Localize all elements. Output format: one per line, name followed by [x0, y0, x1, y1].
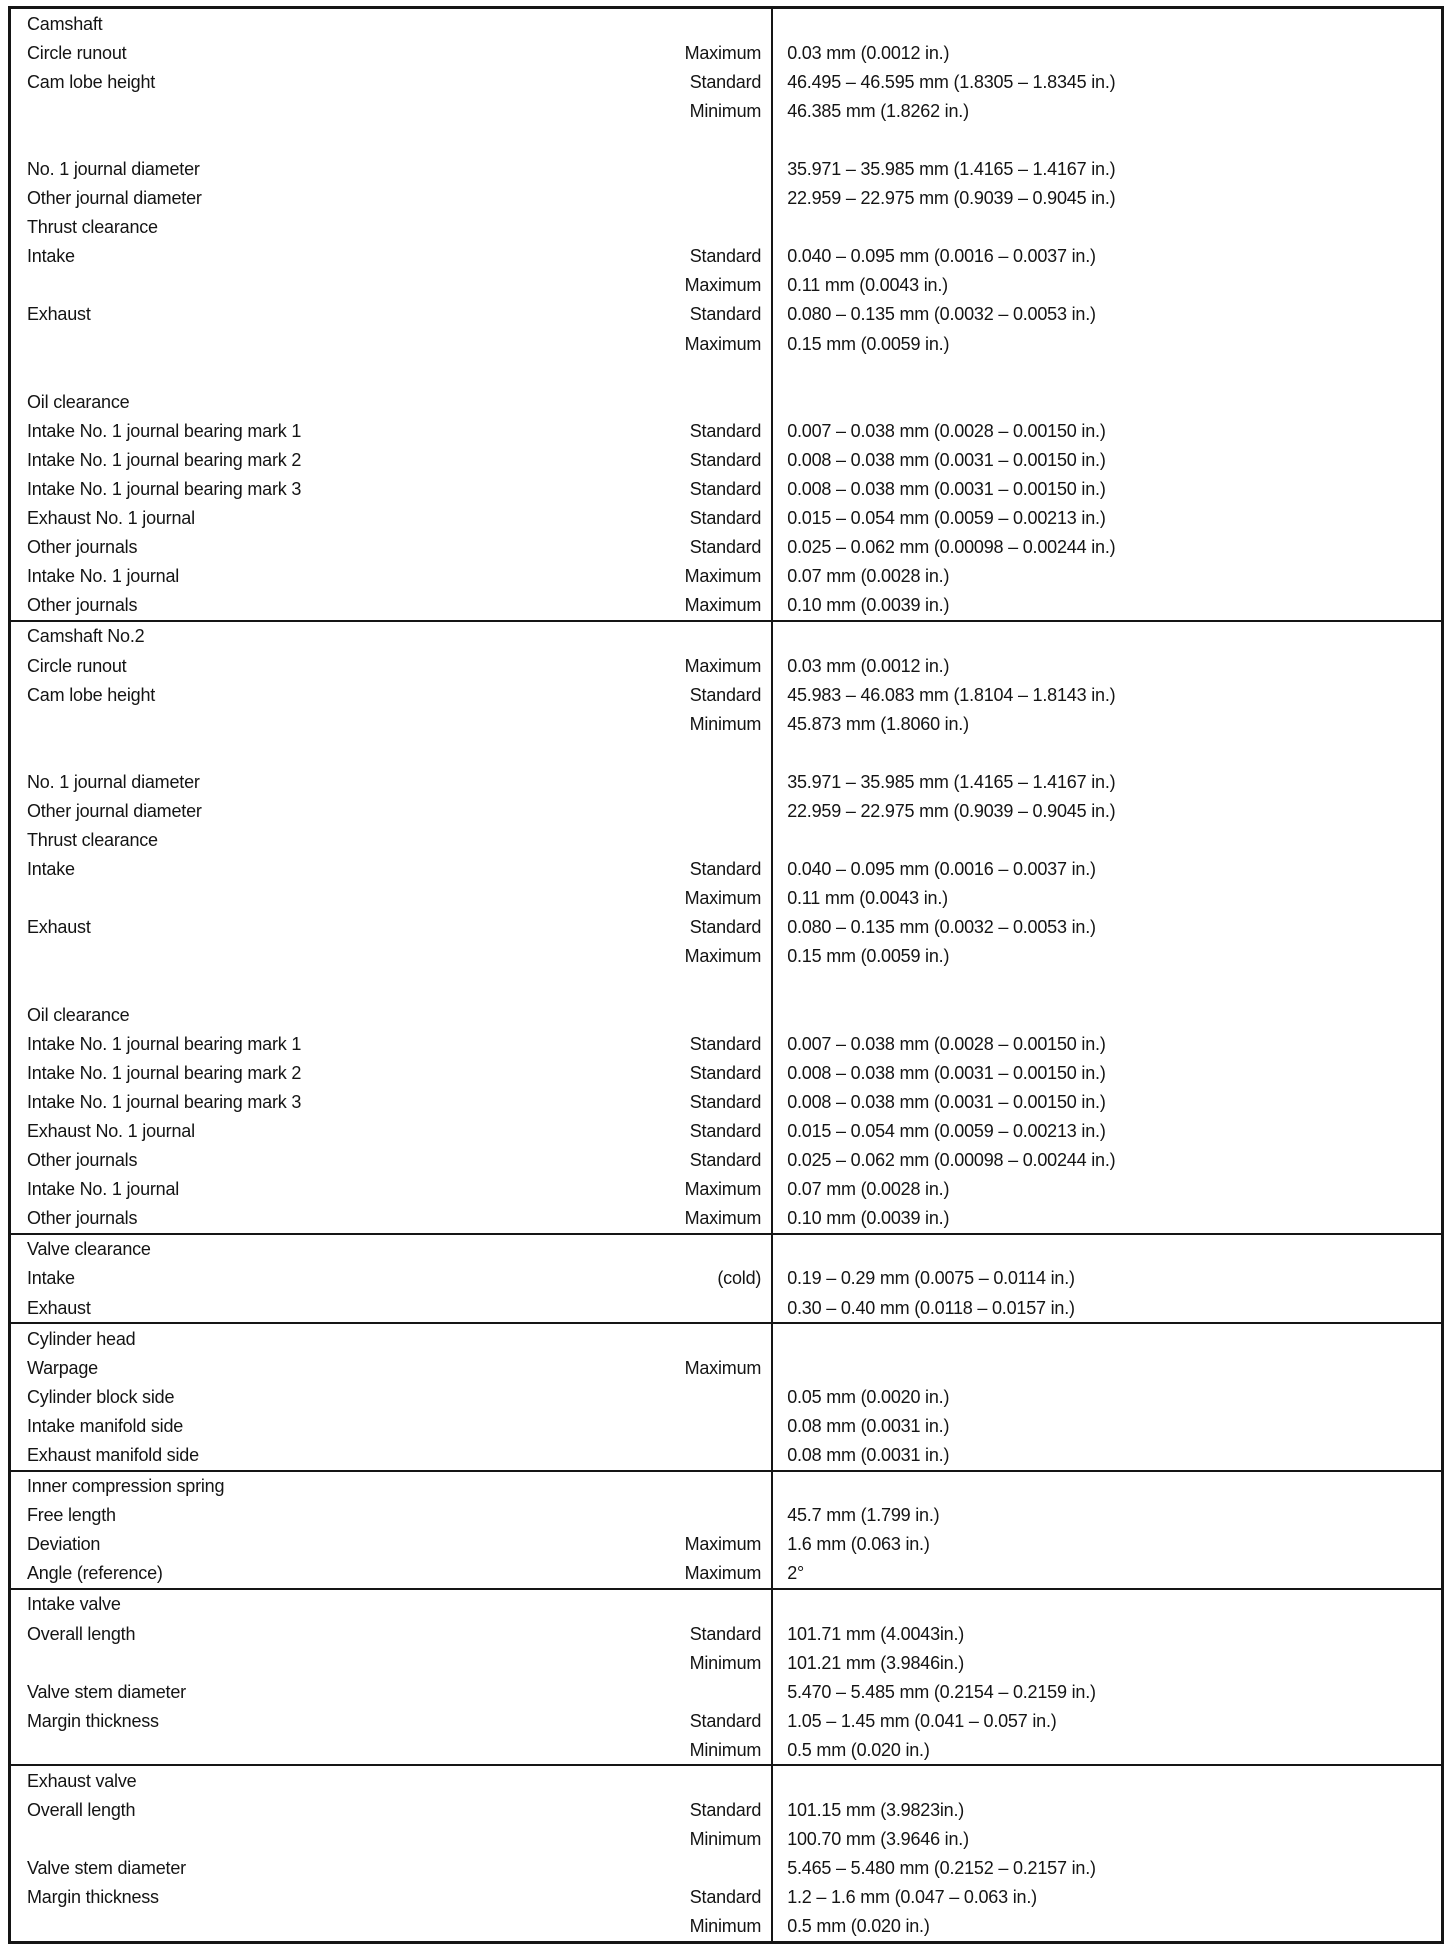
spec-row	[11, 475, 1441, 504]
condition-label: Standard	[689, 917, 762, 938]
item-label: Cam lobe height	[27, 71, 156, 92]
spec-row	[11, 1854, 1441, 1883]
section-title-row	[11, 1472, 1441, 1501]
section-title-row	[11, 1324, 1441, 1353]
item-cell	[11, 1324, 773, 1353]
item-cell	[11, 796, 773, 825]
spec-row	[11, 1706, 1441, 1735]
spec-value: 46.385 mm (1.8262 in.)	[787, 100, 969, 121]
spec-section	[11, 620, 1441, 1233]
spec-row	[11, 826, 1441, 855]
item-cell	[11, 1706, 773, 1735]
spec-value: 1.2 – 1.6 mm (0.047 – 0.063 in.)	[787, 1887, 1037, 1908]
spec-value: 0.10 mm (0.0039 in.)	[787, 595, 950, 616]
item-cell	[11, 1648, 773, 1677]
condition-label: Standard	[689, 479, 762, 500]
spec-row	[11, 855, 1441, 884]
item-label: Intake	[27, 246, 75, 267]
item-label: Intake	[27, 1268, 75, 1289]
spec-row	[11, 1530, 1441, 1559]
item-label: Intake No. 1 journal bearing mark 2	[27, 449, 302, 470]
item-cell	[11, 96, 773, 125]
spec-row	[11, 184, 1441, 213]
spec-value: 1.05 – 1.45 mm (0.041 – 0.057 in.)	[787, 1710, 1057, 1731]
spec-row	[11, 1146, 1441, 1175]
item-label: Oil clearance	[27, 391, 130, 412]
spec-value: 5.465 – 5.480 mm (0.2152 – 0.2157 in.)	[787, 1858, 1096, 1879]
item-cell	[11, 1735, 773, 1764]
item-label: Thrust clearance	[27, 830, 158, 851]
item-cell	[11, 680, 773, 709]
spec-row	[11, 504, 1441, 533]
spec-value: 2°	[787, 1563, 804, 1584]
spec-value: 35.971 – 35.985 mm (1.4165 – 1.4167 in.)	[787, 771, 1116, 792]
item-cell	[11, 67, 773, 96]
spec-row	[11, 1175, 1441, 1204]
spec-value: 46.495 – 46.595 mm (1.8305 – 1.8345 in.)	[787, 71, 1116, 92]
item-cell	[11, 1235, 773, 1264]
item-label: Valve stem diameter	[27, 1681, 186, 1702]
condition-label: Standard	[689, 71, 762, 92]
condition-label: Maximum	[684, 566, 762, 587]
item-label: Exhaust No. 1 journal	[27, 508, 195, 529]
item-cell	[11, 1029, 773, 1058]
spec-value: 0.008 – 0.038 mm (0.0031 – 0.00150 in.)	[787, 449, 1106, 470]
section-title-row	[11, 1766, 1441, 1795]
spec-row	[11, 651, 1441, 680]
spec-value: 0.040 – 0.095 mm (0.0016 – 0.0037 in.)	[787, 859, 1096, 880]
item-cell	[11, 1530, 773, 1559]
section-title: Exhaust valve	[27, 1770, 137, 1791]
item-label: Intake No. 1 journal bearing mark 1	[27, 1033, 302, 1054]
item-label: No. 1 journal diameter	[27, 159, 200, 180]
item-label: Intake	[27, 859, 75, 880]
item-cell	[11, 651, 773, 680]
spec-value: 0.008 – 0.038 mm (0.0031 – 0.00150 in.)	[787, 479, 1106, 500]
item-label: Exhaust	[27, 917, 91, 938]
item-label: Overall length	[27, 1800, 136, 1821]
spec-row	[11, 1087, 1441, 1116]
spec-row	[11, 1735, 1441, 1764]
item-cell	[11, 622, 773, 651]
spec-row	[11, 913, 1441, 942]
spec-value: 0.008 – 0.038 mm (0.0031 – 0.00150 in.)	[787, 1062, 1106, 1083]
item-label: Other journals	[27, 1150, 138, 1171]
spec-value: 0.08 mm (0.0031 in.)	[787, 1415, 950, 1436]
section-title-row	[11, 622, 1441, 651]
spec-row	[11, 271, 1441, 300]
condition-label: Standard	[689, 1062, 762, 1083]
item-label: Circle runout	[27, 42, 127, 63]
condition-label: (cold)	[717, 1268, 762, 1289]
item-cell	[11, 971, 773, 1000]
item-cell	[11, 1677, 773, 1706]
item-label: Intake No. 1 journal	[27, 566, 180, 587]
item-cell	[11, 1590, 773, 1619]
spec-row	[11, 38, 1441, 67]
item-label: No. 1 journal diameter	[27, 771, 200, 792]
spec-section	[11, 1233, 1441, 1322]
spec-value: 0.30 – 0.40 mm (0.0118 – 0.0157 in.)	[787, 1297, 1075, 1318]
item-cell	[11, 1293, 773, 1322]
spec-section	[11, 1322, 1441, 1469]
condition-label: Maximum	[684, 42, 762, 63]
spec-value: 0.03 mm (0.0012 in.)	[787, 655, 950, 676]
spec-value: 1.6 mm (0.063 in.)	[787, 1534, 930, 1555]
spec-row	[11, 213, 1441, 242]
spec-value: 0.025 – 0.062 mm (0.00098 – 0.00244 in.)	[787, 537, 1116, 558]
item-cell	[11, 767, 773, 796]
item-cell	[11, 1440, 773, 1469]
spec-value: 22.959 – 22.975 mm (0.9039 – 0.9045 in.)	[787, 801, 1116, 822]
spec-value: 0.080 – 0.135 mm (0.0032 – 0.0053 in.)	[787, 304, 1096, 325]
item-cell	[11, 125, 773, 154]
section-title: Valve clearance	[27, 1239, 151, 1260]
spec-row	[11, 767, 1441, 796]
condition-label: Minimum	[689, 100, 762, 121]
section-title-row	[11, 1235, 1441, 1264]
spec-value: 0.007 – 0.038 mm (0.0028 – 0.00150 in.)	[787, 1033, 1106, 1054]
item-cell	[11, 1825, 773, 1854]
spec-value: 45.873 mm (1.8060 in.)	[787, 713, 969, 734]
item-label: Exhaust	[27, 1297, 91, 1318]
item-cell	[11, 1559, 773, 1588]
spec-row	[11, 1912, 1441, 1941]
condition-label: Standard	[689, 1623, 762, 1644]
item-label: Valve stem diameter	[27, 1858, 186, 1879]
item-cell	[11, 913, 773, 942]
spec-value: 0.08 mm (0.0031 in.)	[787, 1445, 950, 1465]
item-cell	[11, 1058, 773, 1087]
section-title: Cylinder head	[27, 1328, 136, 1349]
condition-label: Standard	[689, 508, 762, 529]
condition-label: Maximum	[684, 595, 762, 616]
spec-value: 0.19 – 0.29 mm (0.0075 – 0.0114 in.)	[787, 1268, 1075, 1289]
item-label: Intake No. 1 journal bearing mark 3	[27, 1091, 302, 1112]
item-cell	[11, 416, 773, 445]
spec-row	[11, 591, 1441, 620]
condition-label: Standard	[689, 246, 762, 267]
spec-value: 0.05 mm (0.0020 in.)	[787, 1386, 950, 1407]
spec-row	[11, 884, 1441, 913]
item-cell	[11, 1883, 773, 1912]
item-label: Deviation	[27, 1534, 101, 1555]
spec-row	[11, 445, 1441, 474]
item-label: Other journals	[27, 537, 138, 558]
spec-value: 0.03 mm (0.0012 in.)	[787, 42, 950, 63]
spec-value: 0.07 mm (0.0028 in.)	[787, 566, 950, 587]
item-label: Other journal diameter	[27, 801, 202, 822]
item-cell	[11, 533, 773, 562]
item-cell	[11, 1264, 773, 1293]
spec-row	[11, 242, 1441, 271]
item-cell	[11, 358, 773, 387]
item-cell	[11, 329, 773, 358]
spec-row	[11, 300, 1441, 329]
item-cell	[11, 1146, 773, 1175]
item-cell	[11, 184, 773, 213]
condition-label: Standard	[689, 859, 762, 880]
condition-label: Standard	[689, 1033, 762, 1054]
item-cell	[11, 826, 773, 855]
item-cell	[11, 738, 773, 767]
item-cell	[11, 300, 773, 329]
item-cell	[11, 1087, 773, 1116]
spec-row	[11, 533, 1441, 562]
item-cell	[11, 242, 773, 271]
spec-value: 0.040 – 0.095 mm (0.0016 – 0.0037 in.)	[787, 246, 1096, 267]
spec-row	[11, 358, 1441, 387]
spec-row	[11, 1559, 1441, 1588]
condition-label: Minimum	[689, 1652, 762, 1673]
spec-value: 45.983 – 46.083 mm (1.8104 – 1.8143 in.)	[787, 684, 1116, 705]
spec-row	[11, 1796, 1441, 1825]
spec-row	[11, 1411, 1441, 1440]
spec-row	[11, 709, 1441, 738]
spec-value: 101.15 mm (3.9823in.)	[787, 1800, 965, 1821]
condition-label: Standard	[689, 304, 762, 325]
condition-label: Maximum	[684, 1357, 762, 1378]
item-cell	[11, 1619, 773, 1648]
condition-label: Standard	[689, 1887, 762, 1908]
spec-value: 0.11 mm (0.0043 in.)	[787, 888, 948, 909]
spec-section	[11, 1470, 1441, 1588]
condition-label: Standard	[689, 1150, 762, 1171]
spec-row	[11, 1293, 1441, 1322]
spec-row	[11, 1117, 1441, 1146]
condition-label: Minimum	[689, 713, 762, 734]
spec-value: 0.015 – 0.054 mm (0.0059 – 0.00213 in.)	[787, 1121, 1106, 1142]
condition-label: Maximum	[684, 946, 762, 967]
spec-row	[11, 154, 1441, 183]
item-label: Exhaust No. 1 journal	[27, 1121, 195, 1142]
item-cell	[11, 562, 773, 591]
spec-value: 0.5 mm (0.020 in.)	[787, 1739, 930, 1760]
item-cell	[11, 1854, 773, 1883]
spec-row	[11, 796, 1441, 825]
item-label: Other journal diameter	[27, 188, 202, 209]
spec-value: 0.007 – 0.038 mm (0.0028 – 0.00150 in.)	[787, 420, 1106, 441]
spec-row	[11, 1677, 1441, 1706]
spec-row	[11, 1353, 1441, 1382]
spec-row	[11, 387, 1441, 416]
spec-row	[11, 1619, 1441, 1648]
spec-value: 101.21 mm (3.9846in.)	[787, 1652, 965, 1673]
spec-section	[11, 1588, 1441, 1765]
item-cell	[11, 475, 773, 504]
condition-label: Standard	[689, 1710, 762, 1731]
condition-label: Maximum	[684, 1208, 762, 1229]
condition-label: Minimum	[689, 1739, 762, 1760]
spec-value: 0.15 mm (0.0059 in.)	[787, 333, 950, 354]
section-title: Camshaft	[27, 13, 103, 34]
item-cell	[11, 154, 773, 183]
spec-row	[11, 67, 1441, 96]
spec-value: 22.959 – 22.975 mm (0.9039 – 0.9045 in.)	[787, 188, 1116, 209]
item-cell	[11, 1411, 773, 1440]
item-label: Intake No. 1 journal	[27, 1179, 180, 1200]
item-label: Intake No. 1 journal bearing mark 1	[27, 420, 302, 441]
section-title: Intake valve	[27, 1594, 121, 1615]
spec-row	[11, 1264, 1441, 1293]
item-label: Other journals	[27, 595, 138, 616]
item-cell	[11, 1766, 773, 1795]
item-label: Exhaust	[27, 304, 91, 325]
item-cell	[11, 445, 773, 474]
spec-value: 0.025 – 0.062 mm (0.00098 – 0.00244 in.)	[787, 1150, 1116, 1171]
item-cell	[11, 1204, 773, 1233]
condition-label: Maximum	[684, 888, 762, 909]
spec-value: 0.10 mm (0.0039 in.)	[787, 1208, 950, 1229]
spec-value: 35.971 – 35.985 mm (1.4165 – 1.4167 in.)	[787, 159, 1116, 180]
spec-row	[11, 1501, 1441, 1530]
spec-section	[11, 9, 1441, 620]
spec-row	[11, 1058, 1441, 1087]
item-cell	[11, 884, 773, 913]
item-label: Margin thickness	[27, 1887, 159, 1908]
spec-section	[11, 1764, 1441, 1941]
section-title-row	[11, 9, 1441, 38]
spec-row	[11, 1382, 1441, 1411]
item-label: Cam lobe height	[27, 684, 156, 705]
item-cell	[11, 504, 773, 533]
condition-label: Standard	[689, 449, 762, 470]
item-cell	[11, 1472, 773, 1501]
condition-label: Standard	[689, 1800, 762, 1821]
condition-label: Standard	[689, 420, 762, 441]
section-title-row	[11, 1590, 1441, 1619]
item-cell	[11, 1117, 773, 1146]
item-cell	[11, 1353, 773, 1382]
section-title: Camshaft No.2	[27, 626, 145, 647]
spec-table	[8, 6, 1444, 1944]
section-title: Inner compression spring	[27, 1476, 225, 1497]
condition-label: Standard	[689, 1121, 762, 1142]
condition-label: Maximum	[684, 1179, 762, 1200]
item-cell	[11, 271, 773, 300]
item-cell	[11, 9, 773, 38]
item-cell	[11, 1796, 773, 1825]
spec-value: 0.15 mm (0.0059 in.)	[787, 946, 950, 967]
spec-row	[11, 1204, 1441, 1233]
condition-label: Maximum	[684, 275, 762, 296]
condition-label: Maximum	[684, 1534, 762, 1555]
item-cell	[11, 213, 773, 242]
item-label: Intake No. 1 journal bearing mark 3	[27, 479, 302, 500]
item-label: Oil clearance	[27, 1004, 130, 1025]
spec-value: 100.70 mm (3.9646 in.)	[787, 1829, 969, 1850]
spec-value: 5.470 – 5.485 mm (0.2154 – 0.2159 in.)	[787, 1681, 1096, 1702]
item-label: Overall length	[27, 1623, 136, 1644]
spec-row	[11, 125, 1441, 154]
item-label: Cylinder block side	[27, 1386, 175, 1407]
item-cell	[11, 855, 773, 884]
item-label: Thrust clearance	[27, 217, 158, 238]
spec-row	[11, 96, 1441, 125]
item-label: Margin thickness	[27, 1710, 159, 1731]
condition-label: Maximum	[684, 655, 762, 676]
condition-label: Minimum	[689, 1829, 762, 1850]
item-label: Angle (reference)	[27, 1563, 163, 1584]
item-cell	[11, 1501, 773, 1530]
spec-row	[11, 1648, 1441, 1677]
item-cell	[11, 942, 773, 971]
spec-value: 0.008 – 0.038 mm (0.0031 – 0.00150 in.)	[787, 1091, 1106, 1112]
condition-label: Standard	[689, 537, 762, 558]
spec-row	[11, 1440, 1441, 1469]
condition-label: Minimum	[689, 1916, 762, 1937]
item-label: Other journals	[27, 1208, 138, 1229]
spec-row	[11, 416, 1441, 445]
spec-row	[11, 1000, 1441, 1029]
spec-value: 0.080 – 0.135 mm (0.0032 – 0.0053 in.)	[787, 917, 1096, 938]
item-label: Warpage	[27, 1357, 98, 1378]
spec-row	[11, 1825, 1441, 1854]
item-cell	[11, 709, 773, 738]
spec-value: 0.07 mm (0.0028 in.)	[787, 1179, 950, 1200]
spec-row	[11, 680, 1441, 709]
condition-label: Standard	[689, 684, 762, 705]
item-cell	[11, 1382, 773, 1411]
item-label: Intake No. 1 journal bearing mark 2	[27, 1062, 302, 1083]
spec-value: 101.71 mm (4.0043in.)	[787, 1623, 965, 1644]
condition-label: Standard	[689, 1091, 762, 1112]
spec-row	[11, 1883, 1441, 1912]
spec-row	[11, 971, 1441, 1000]
spec-row	[11, 562, 1441, 591]
spec-value: 0.11 mm (0.0043 in.)	[787, 275, 948, 296]
spec-row	[11, 329, 1441, 358]
spec-row	[11, 1029, 1441, 1058]
item-cell	[11, 38, 773, 67]
item-cell	[11, 1000, 773, 1029]
condition-label: Maximum	[684, 333, 762, 354]
item-label: Circle runout	[27, 655, 127, 676]
item-cell	[11, 387, 773, 416]
condition-label: Maximum	[684, 1563, 762, 1584]
spec-value: 45.7 mm (1.799 in.)	[787, 1505, 940, 1526]
spec-value: 0.015 – 0.054 mm (0.0059 – 0.00213 in.)	[787, 508, 1106, 529]
item-cell	[11, 1912, 773, 1941]
item-label: Free length	[27, 1505, 116, 1526]
item-label: Intake manifold side	[27, 1415, 184, 1436]
item-cell	[11, 591, 773, 620]
spec-row	[11, 738, 1441, 767]
item-cell	[11, 1175, 773, 1204]
item-label: Exhaust manifold side	[27, 1445, 199, 1465]
spec-row	[11, 942, 1441, 971]
spec-value: 0.5 mm (0.020 in.)	[787, 1916, 930, 1937]
